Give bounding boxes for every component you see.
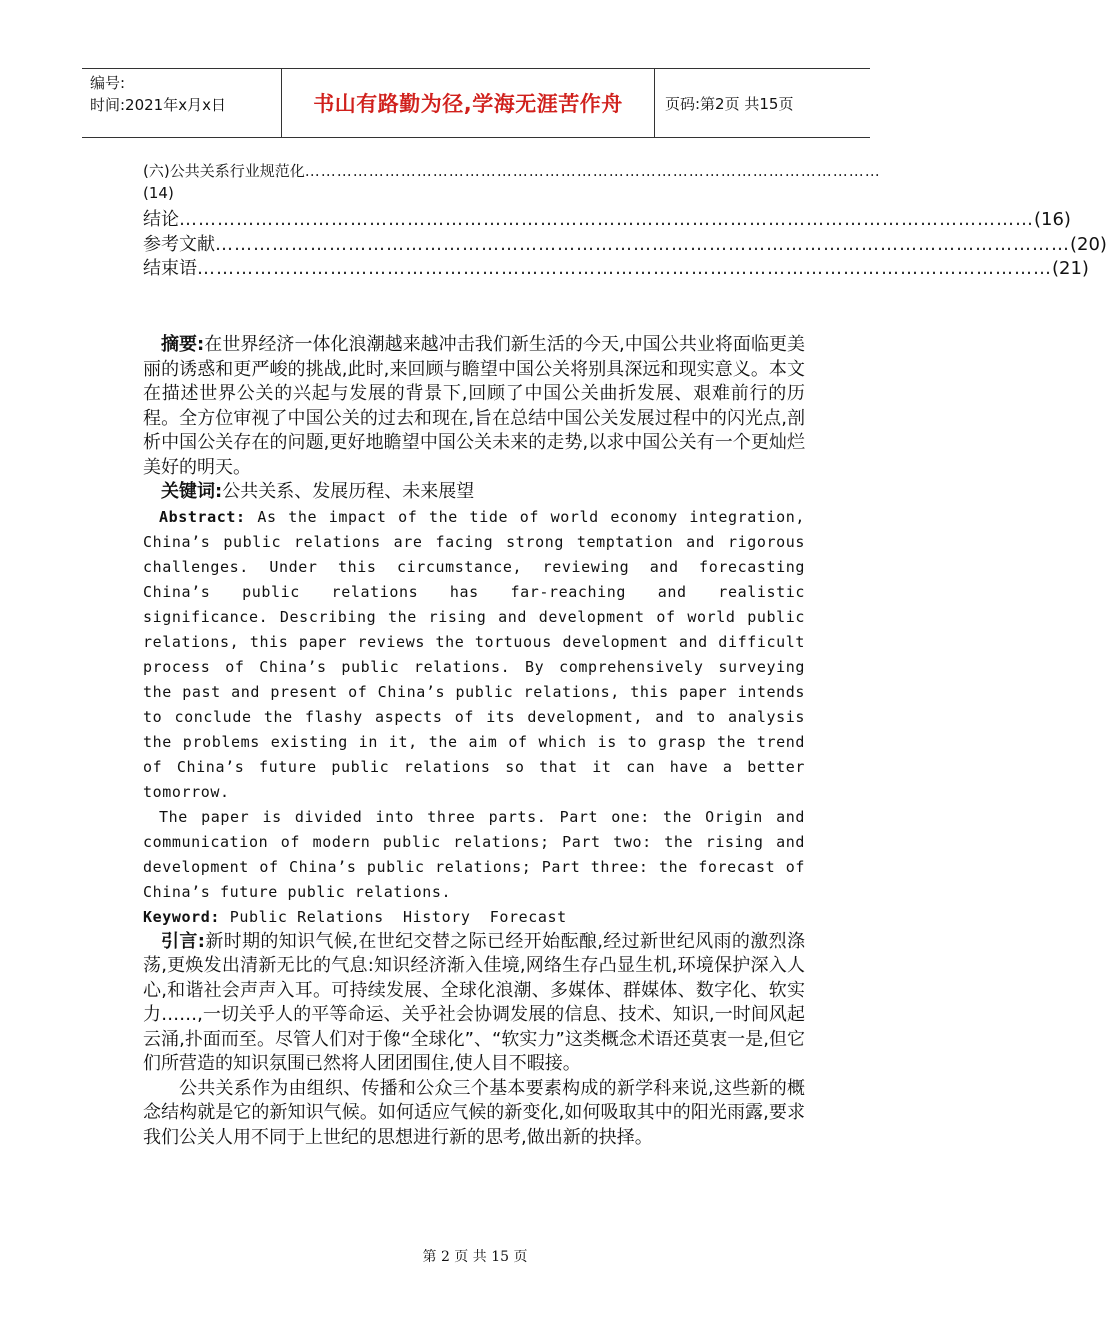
- header-page-info: 页码:第2页 共15页: [665, 94, 794, 113]
- toc-conclusion-label: 结论: [143, 209, 179, 230]
- abstract-cn-label: 摘要:: [161, 334, 205, 355]
- toc-leader-dots: ………………………………………………………………………………………………………………………: [215, 233, 1070, 255]
- toc-ending-page: (21): [1052, 258, 1089, 279]
- toc-leader-dots: ………………………………………………………………………………………………………………………: [197, 258, 1052, 279]
- abstract-en: [143, 505, 805, 805]
- keywords-en-label: Keyword:: [143, 907, 221, 926]
- toc-leader-dots: ………………………………………………………………………………………………………………………: [179, 209, 1034, 230]
- header-motto: 书山有路勤为径,学海无涯苦作舟: [282, 69, 655, 137]
- introduction-paragraph-2: 公共关系作为由组织、传播和公众三个基本要素构成的新学科来说,这些新的概念结构就是它的新知识气候。如何适应气候的新变化,如何吸取其中的阳光雨露,要求我们公关人用不同于上世纪的思想进行新的思考,做出新的抉择。: [143, 1077, 805, 1148]
- toc-item-references[interactable]: [143, 233, 1107, 258]
- introduction-label: 引言:: [161, 930, 205, 952]
- abstract-cn: [143, 333, 805, 480]
- page-header: [82, 68, 870, 138]
- keywords-cn-label: 关键词:: [161, 481, 223, 502]
- toc-ending-label: 结束语: [143, 258, 197, 279]
- toc-item-6-page: (14): [143, 184, 174, 202]
- abstract-en-label: Abstract:: [159, 507, 246, 526]
- header-meta: [82, 69, 282, 137]
- introduction-text: 新时期的知识气候,在世纪交替之际已经开始酝酿,经过新世纪风雨的激烈涤荡,更焕发出清新无比的气息:知识经济渐入佳境,网络生存凸显生机,环境保护深入人心,和谐社会声声入耳。可持续发展、全球化浪潮、多媒体、群媒体、数字化、软实力……,一切关乎人的平等命运、关乎社会协调发展的信息、技术、知识,一时间风起云涌,扑面而至。尽管人们对于像“全球化”、“软实力”这类概念术语还莫衷一是,但它们所营造的知识氛围已然将人团团围住,使人目不暇接。: [143, 930, 805, 1074]
- document-time-label: 时间:2021年x月x日: [90, 96, 226, 114]
- keywords-en: [143, 905, 805, 930]
- keywords-cn: [143, 480, 805, 505]
- page-footer: 第 2 页 共 15 页: [422, 1249, 528, 1265]
- abstract-cn-text: 在世界经济一体化浪潮越来越冲击我们新生活的今天,中国公共业将面临更美丽的诱惑和更严峻的挑战,此时,来回顾与瞻望中国公关将别具深远和现实意义。本文在描述世界公关的兴起与发展的背景下,回顾了中国公关曲折发展、艰难前行的历程。全方位审视了中国公关的过去和现在,旨在总结中国公关发展过程中的闪光点,剖析中国公关存在的问题,更好地瞻望中国公关未来的走势,以求中国公关有一个更灿烂美好的明天。: [143, 334, 806, 478]
- toc-conclusion-page: (16): [1034, 209, 1071, 230]
- abstract-en-parts: The paper is divided into three parts. Part one: the Origin and communication of modern public relations; Part two: the rising and development of China’s public relations; Part three: the forecast of China’s future public relations.: [143, 807, 805, 901]
- toc-item-ending[interactable]: [143, 257, 1089, 282]
- toc-item-6[interactable]: [143, 160, 881, 204]
- abstract-en-text: As the impact of the tide of world economy integration, China’s public relations are facing strong temptation and rigorous challenges. Under this circumstance, reviewing and forecasting China’s public relations has far-reaching and realistic significance. Describing the rising and development of world public relations, this paper reviews the tortuous development and difficult process of China’s public relations. By comprehensively surveying the past and present of China’s public relations, this paper intends to conclude the flashy aspects of its development, and to analysis the problems existing in it, the aim of which is to grasp the trend of China’s future public relations so that it can have a better tomorrow.: [143, 507, 805, 801]
- toc-references-page: (20): [1070, 233, 1107, 255]
- toc-leader-dots: ………………………………………………………………………………………………: [304, 162, 881, 180]
- toc-list: [143, 208, 1107, 282]
- keywords-cn-text: 公共关系、发展历程、未来展望: [222, 481, 475, 502]
- toc-item-conclusion[interactable]: [143, 208, 1071, 233]
- document-number-label: 编号:: [90, 74, 126, 92]
- keywords-en-text: Public Relations History Forecast: [229, 907, 567, 926]
- introduction: [143, 930, 805, 1077]
- toc-references-label: 参考文献: [143, 233, 215, 255]
- toc-item-6-label: (六)公共关系行业规范化: [143, 162, 305, 180]
- main-content: [143, 333, 805, 1150]
